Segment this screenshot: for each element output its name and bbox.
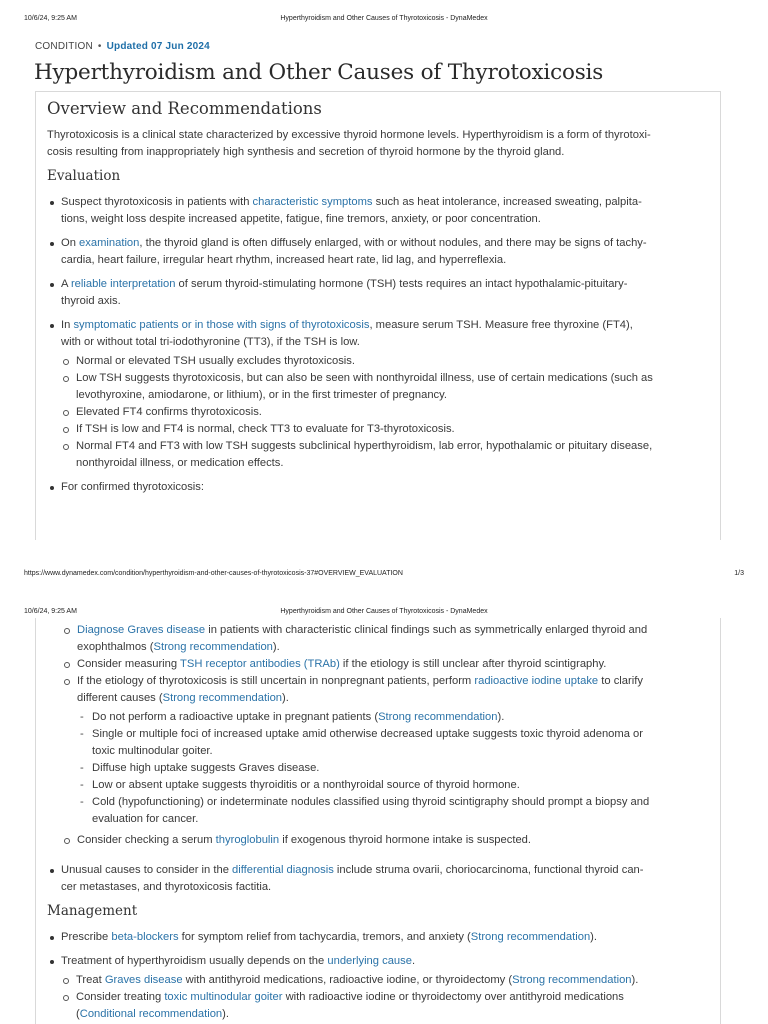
overview-intro (47, 127, 711, 161)
list-item (77, 726, 712, 760)
text: Normal FT4 and FT3 with low TSH suggests subclinical hyperthyroidism, lab error, hypothalamic or pituitary disease, (76, 440, 653, 452)
radioactive-iodine-uptake-link[interactable]: radioactive iodine uptake (474, 675, 599, 687)
text: toxic multinodular goiter. (92, 745, 213, 757)
text: Single or multiple foci of increased uptake amid otherwise decreased uptake suggests toxic thyroid adenoma or (92, 728, 643, 740)
uptake-dash-list (77, 709, 712, 828)
print-datetime: 10/6/24, 9:25 AM (24, 15, 77, 22)
thyroglobulin-link[interactable]: thyroglobulin (215, 834, 280, 846)
symptomatic-patients-link[interactable]: symptomatic patients or in those with signs of thyrotoxicosis (73, 319, 370, 331)
text: Prescribe (61, 931, 112, 943)
strong-recommendation-link[interactable]: Strong recommendation (512, 974, 632, 986)
text: levothyroxine, amiodarone, or lithium), or in the first trimester of pregnancy. (76, 389, 448, 401)
examination-link[interactable]: examination (79, 237, 140, 249)
text: with radioactive iodine or thyroidectomy over antithyroid medications (282, 991, 624, 1003)
text: Do not perform a radioactive uptake in pregnant patients ( (92, 711, 379, 723)
underlying-cause-link[interactable]: underlying cause (327, 955, 412, 967)
text: with antithyroid medications, radioactive iodine, or thyroidectomy ( (182, 974, 513, 986)
text: evaluation for cancer. (92, 813, 199, 825)
print-header (0, 15, 768, 29)
differential-list (47, 862, 711, 896)
condition-meta (35, 41, 210, 52)
list-item (61, 370, 711, 404)
text: of serum thyroid-stimulating hormone (TSH) tests requires an intact hypothalamic-pituitary- (175, 278, 628, 290)
list-item (47, 194, 711, 228)
list-item (47, 862, 711, 896)
text: Treatment of hyperthyroidism usually depends on the (61, 955, 328, 967)
overview-heading: Overview and Recommendations (47, 99, 322, 118)
text: Suspect thyrotoxicosis in patients with (61, 196, 253, 208)
text: if exogenous thyroid hormone intake is suspected. (279, 834, 531, 846)
tsh-sublist (61, 353, 711, 472)
characteristic-symptoms-link[interactable]: characteristic symptoms (252, 196, 373, 208)
text: Consider treating (76, 991, 165, 1003)
management-heading: Management (47, 903, 138, 919)
text: cer metastases, and thyrotoxicosis factitia. (61, 881, 272, 893)
intro-line-2: cosis resulting from inappropriately high synthesis and secretion of thyroid hormone by the thyroid gland. (47, 146, 565, 158)
graves-disease-link[interactable]: Graves disease (104, 974, 183, 986)
print-datetime: 10/6/24, 9:25 AM (24, 608, 77, 615)
list-item (47, 929, 711, 946)
text: Consider measuring (77, 658, 181, 670)
text: ). (631, 974, 639, 986)
text: ). (590, 931, 598, 943)
list-item (62, 832, 712, 849)
list-item (47, 479, 711, 496)
text: ( (76, 1008, 80, 1020)
text: thyroid axis. (61, 295, 121, 307)
treatment-sublist (61, 972, 711, 1023)
text: Diffuse high uptake suggests Graves disease. (92, 762, 320, 774)
conditional-recommendation-link[interactable]: Conditional recommendation (79, 1008, 223, 1020)
text: include struma ovarii, choriocarcinoma, functional thyroid can- (333, 864, 644, 876)
page-title: Hyperthyroidism and Other Causes of Thyrotoxicosis (34, 60, 604, 85)
text: For confirmed thyrotoxicosis: (61, 481, 204, 493)
text: such as heat intolerance, increased sweating, palpita- (372, 196, 642, 208)
text: nonthyroidal illness, or medication effects. (76, 457, 284, 469)
text: to clarify (598, 675, 643, 687)
text: Elevated FT4 confirms thyrotoxicosis. (76, 406, 262, 418)
text: Normal or elevated TSH usually excludes thyrotoxicosis. (76, 355, 355, 367)
list-item (62, 673, 712, 828)
text: ). (282, 692, 289, 704)
overview-content (47, 100, 711, 496)
list-item (61, 421, 711, 438)
differential-diagnosis-link[interactable]: differential diagnosis (232, 864, 334, 876)
text: Cold (hypofunctioning) or indeterminate nodules classified using thyroid scintigraphy should prompt a biopsy and (92, 796, 650, 808)
beta-blockers-link[interactable]: beta-blockers (111, 931, 179, 943)
diagnose-graves-link[interactable]: Diagnose Graves disease (77, 624, 206, 636)
list-item (61, 404, 711, 421)
list-item (47, 953, 711, 1023)
print-footer (0, 570, 768, 584)
list-item (77, 760, 712, 777)
page-2-main (47, 862, 711, 1023)
text: tions, weight loss despite increased appetite, fatigue, fine tremors, anxiety, or poor concentration. (61, 213, 541, 225)
confirmed-thyrotoxicosis-sublist (62, 622, 712, 849)
print-doc-title: Hyperthyroidism and Other Causes of Thyrotoxicosis - DynaMedex (280, 608, 488, 615)
print-page-number: 1/3 (734, 570, 744, 577)
text: in patients with characteristic clinical findings such as symmetrically enlarged thyroid and (205, 624, 648, 636)
evaluation-heading: Evaluation (47, 168, 121, 184)
list-item (61, 438, 711, 472)
meta-separator: • (97, 41, 102, 52)
text: If TSH is low and FT4 is normal, check TT3 to evaluate for T3-thyrotoxicosis. (76, 423, 455, 435)
text: In (61, 319, 74, 331)
list-item (62, 622, 712, 656)
strong-recommendation-link[interactable]: Strong recommendation (153, 641, 273, 653)
text: for symptom relief from tachycardia, tremors, and anxiety ( (178, 931, 471, 943)
text: , measure serum TSH. Measure free thyroxine (FT4), (369, 319, 633, 331)
text: Unusual causes to consider in the (61, 864, 233, 876)
text: if the etiology is still unclear after thyroid scintigraphy. (339, 658, 607, 670)
list-item (62, 656, 712, 673)
text: different causes ( (77, 692, 163, 704)
list-item (77, 794, 712, 828)
intro-line-1: Thyrotoxicosis is a clinical state characterized by excessive thyroid hormone levels. Hyperthyroidism is a form of thyrotoxi- (47, 129, 651, 141)
text: with or without total tri-iodothyronine (TT3), if the TSH is low. (61, 336, 360, 348)
list-item (47, 276, 711, 310)
list-item (47, 317, 711, 472)
toxic-multinodular-goiter-link[interactable]: toxic multinodular goiter (164, 991, 283, 1003)
strong-recommendation-link[interactable]: Strong recommendation (470, 931, 591, 943)
page-2-content (62, 622, 712, 849)
text: Low TSH suggests thyrotoxicosis, but can also be seen with nonthyroidal illness, use of certain medications (such as (76, 372, 653, 384)
text: Consider checking a serum (77, 834, 216, 846)
text: . (411, 955, 416, 967)
text: On (61, 237, 80, 249)
reliable-interpretation-link[interactable]: reliable interpretation (70, 278, 176, 290)
text: ). (222, 1008, 229, 1020)
text: If the etiology of thyrotoxicosis is still uncertain in nonpregnant patients, perform (77, 675, 475, 687)
text: Treat (76, 974, 105, 986)
list-item (61, 972, 711, 989)
updated-date: Updated 07 Jun 2024 (106, 41, 210, 52)
text: , the thyroid gland is often diffusely enlarged, with or without nodules, and there may be signs of tachy- (139, 237, 647, 249)
list-item (61, 989, 711, 1023)
content-type-label: CONDITION (35, 41, 93, 52)
print-url: https://www.dynamedex.com/condition/hyperthyroidism-and-other-causes-of-thyrotoxicosis-37#OVERVIEW_EVALUATION (24, 570, 403, 577)
text: ). (272, 641, 280, 653)
management-list (47, 929, 711, 1023)
list-item (77, 709, 712, 726)
text: Low or absent uptake suggests thyroiditis or a nonthyroidal source of thyroid hormone. (92, 779, 520, 791)
trab-link[interactable]: TSH receptor antibodies (TRAb) (180, 658, 340, 670)
list-item (61, 353, 711, 370)
list-item (77, 777, 712, 794)
evaluation-list (47, 194, 711, 496)
print-doc-title: Hyperthyroidism and Other Causes of Thyrotoxicosis - DynaMedex (280, 15, 488, 22)
text: ). (497, 711, 505, 723)
text: cardia, heart failure, irregular heart rhythm, increased heart rate, lid lag, and hyperreflexia. (61, 254, 507, 266)
text: A (61, 278, 71, 290)
list-item (47, 235, 711, 269)
strong-recommendation-link[interactable]: Strong recommendation (378, 711, 498, 723)
strong-recommendation-link[interactable]: Strong recommendation (162, 692, 283, 704)
text: exophthalmos ( (77, 641, 154, 653)
